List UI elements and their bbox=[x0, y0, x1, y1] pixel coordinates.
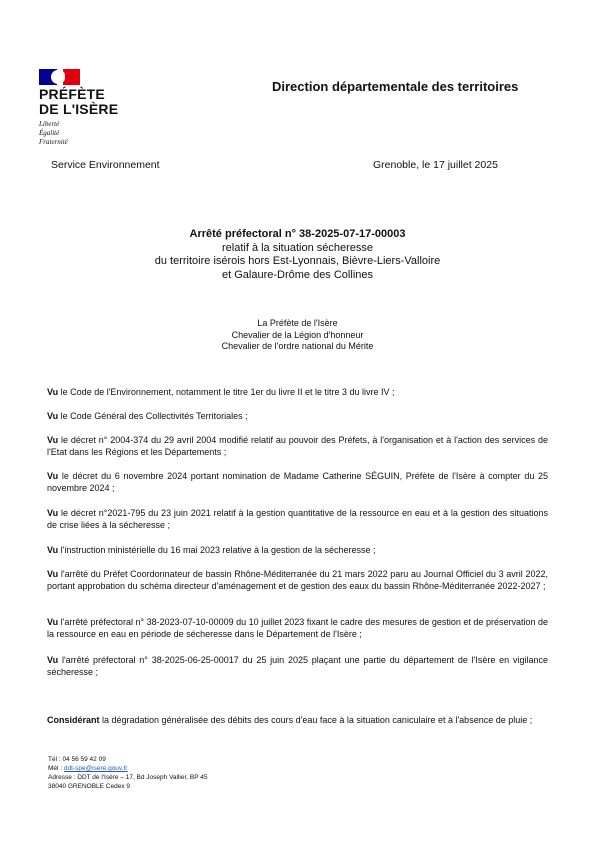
motto-liberte: Liberté bbox=[39, 120, 60, 128]
visa-paragraph bbox=[47, 545, 548, 557]
motto-fraternite: Fraternité bbox=[39, 138, 68, 146]
visa-paragraph bbox=[47, 569, 548, 592]
visa-lead: Vu bbox=[47, 508, 59, 518]
visa-paragraph bbox=[47, 508, 548, 531]
signatory-title: La Préfète de l'Isère bbox=[257, 318, 338, 328]
republic-motto bbox=[39, 120, 149, 147]
footer-address: Adresse : DDT de l'Isère – 17, Bd Joseph Vallier, BP 45 bbox=[48, 774, 208, 781]
signatory-honour-1: Chevalier de la Légion d'honneur bbox=[231, 329, 364, 340]
visa-text: le décret du 6 novembre 2024 portant nomination de Madame Catherine SÉGUIN, Préfète de l'Isère à compter du 25 novembre 2024 ; bbox=[47, 471, 548, 493]
prefecture-logo bbox=[39, 69, 149, 147]
visa-paragraph bbox=[47, 471, 548, 494]
visa-paragraph bbox=[47, 387, 548, 399]
visa-text: le décret n° 2004-374 du 29 avril 2004 modifié relatif au pouvoir des Préfets, à l'organisation et à l'action des services de l'Etat dans les Régions et les Départements ; bbox=[47, 435, 548, 457]
visa-lead: Vu bbox=[47, 471, 59, 481]
footer-city: 38040 GRENOBLE Cedex 9 bbox=[48, 783, 131, 790]
footer-mail-line bbox=[48, 764, 208, 773]
considerant-text: la dégradation généralisée des débits des cours d'eau face à la situation caniculaire et à l'absence de pluie ; bbox=[99, 715, 533, 725]
visa-lead: Vu bbox=[47, 655, 59, 665]
visa-lead: Vu bbox=[47, 387, 59, 397]
visa-text: l'arrêté préfectoral n° 38-2023-07-10-00009 du 10 juillet 2023 fixant le cadre des mesures de gestion et de préservation de la ressource en eau en période de sécheresse dans le Département de l'Isère ; bbox=[47, 617, 548, 639]
visa-paragraph bbox=[47, 435, 548, 458]
footer-mail-label: Mél : bbox=[48, 765, 64, 772]
decree-subject-line-1: relatif à la situation sécheresse bbox=[221, 241, 374, 254]
decree-number: Arrêté préfectoral n° 38-2025-07-17-00003 bbox=[189, 228, 406, 240]
visa-paragraph bbox=[47, 617, 548, 640]
visa-paragraph bbox=[47, 411, 548, 423]
visa-lead: Vu bbox=[47, 411, 59, 421]
visa-lead: Vu bbox=[47, 545, 59, 555]
considerant-lead: Considérant bbox=[47, 715, 100, 725]
logo-line-prefete: PRÉFÈTE bbox=[39, 86, 105, 102]
visa-text: l'arrêté préfectoral n° 38-2025-06-25-00017 du 25 juin 2025 plaçant une partie du département de l'Isère en vigilance sécheresse ; bbox=[47, 655, 548, 677]
visa-lead: Vu bbox=[47, 435, 59, 445]
visa-text: le décret n°2021-795 du 23 juin 2021 relatif à la gestion quantitative de la ressource en eau et à la gestion des situations de crise liées à la sécheresse ; bbox=[47, 508, 548, 530]
place-date: Grenoble, le 17 juillet 2025 bbox=[373, 159, 498, 171]
visa-paragraph bbox=[47, 655, 548, 678]
considerant-paragraph bbox=[47, 715, 548, 727]
footer-phone: Tél : 04 56 59 42 09 bbox=[48, 756, 106, 763]
decree-title bbox=[60, 228, 535, 282]
footer-mail-link[interactable]: ddt-spe@isere.gouv.fr bbox=[63, 765, 128, 772]
direction-title: Direction départementale des territoires bbox=[272, 79, 519, 94]
contact-footer bbox=[48, 755, 208, 791]
visa-text: l'instruction ministérielle du 16 mai 2023 relative à la gestion de la sécheresse ; bbox=[58, 545, 376, 555]
decree-subject-line-3: et Galaure-Drôme des Collines bbox=[221, 268, 373, 281]
decree-subject-line-2: du territoire isérois hors Est-Lyonnais, Bièvre-Liers-Valloire bbox=[154, 255, 441, 267]
signatory-honour-2: Chevalier de l'ordre national du Mérite bbox=[221, 341, 374, 351]
motto-egalite: Égalité bbox=[39, 129, 60, 137]
service-name: Service Environnement bbox=[51, 159, 160, 171]
marianne-flag-icon bbox=[39, 69, 80, 85]
visa-text: l'arrêté du Préfet Coordonnateur de bassin Rhône-Méditerranée du 21 mars 2022 paru au Journal Officiel du 3 avril 2022, portant approbation du schéma directeur d'aménagement et de gestion des eaux du bassin Rhône-Méditerranée 2022-2027 ; bbox=[47, 569, 548, 591]
visa-lead: Vu bbox=[47, 569, 59, 579]
visa-lead: Vu bbox=[47, 617, 59, 627]
visa-text: le Code Général des Collectivités Territoriales ; bbox=[58, 411, 248, 421]
visa-text: le Code de l'Environnement, notamment le titre 1er du livre II et le titre 3 du livre IV ; bbox=[58, 387, 395, 397]
logo-line-isere: DE L'ISÈRE bbox=[39, 101, 119, 117]
signatory-block bbox=[60, 318, 535, 353]
